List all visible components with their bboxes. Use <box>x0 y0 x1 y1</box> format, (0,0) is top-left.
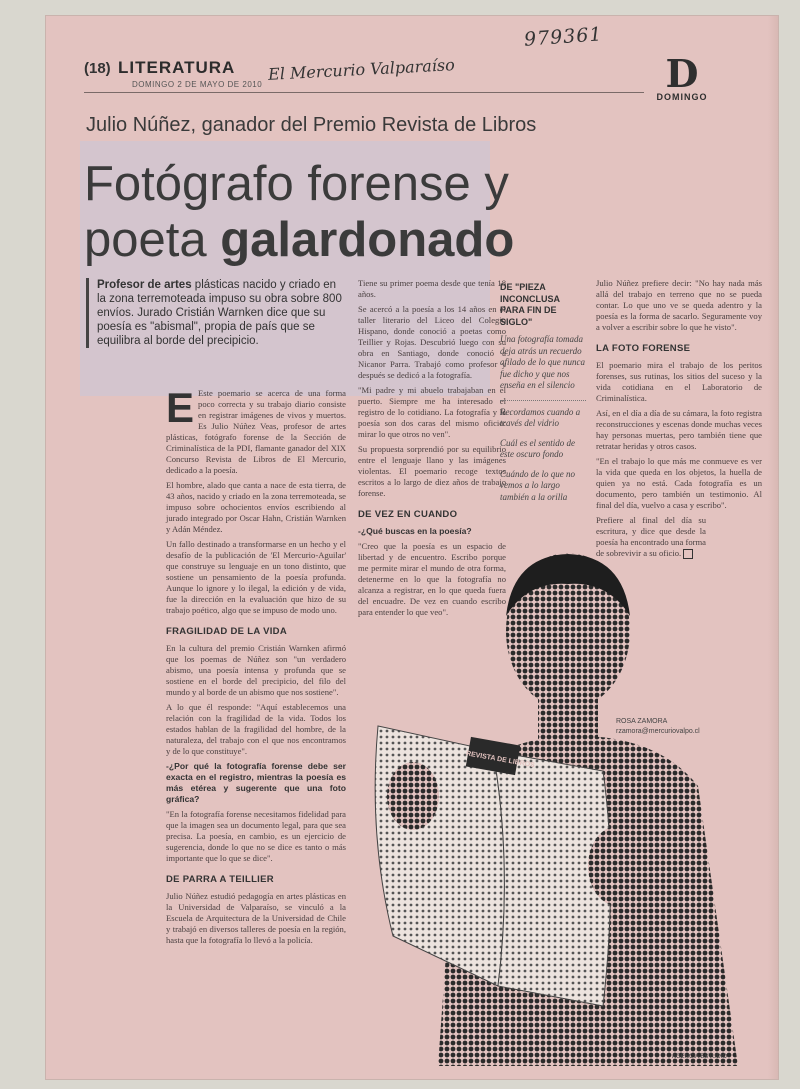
paper-edge <box>768 16 778 1079</box>
body-paragraph: "Creo que la poesía es un espacio de libertad y de encuentro. Escribo porque me permite mirar el mundo de otra forma, detenerme en lo que la fotografía no alcanza a registrar, en lo que queda fuera del encuadre. De vez en cuando escribo para entender lo que veo". <box>358 541 506 617</box>
photo-caption-email: rzamora@mercuriovalpo.cl <box>616 728 700 735</box>
body-paragraph: Así, en el día a día de su cámara, la foto registra reconstrucciones y escenas donde muchas veces hay personas muertas, pero también tiene que retratar heridas y otros casos. <box>596 408 762 451</box>
body-paragraph: "En el trabajo lo que más me conmueve es ver la vida que queda en los objetos, la huella de quien ya no está. Cada fotografía es un documento, pero también un testimonio. Al final del día, vuelvo a casa y escribo". <box>596 456 762 510</box>
photo-credit: AGENCIA ESTUDIO <box>672 1054 728 1060</box>
portrait-photo <box>318 536 748 1066</box>
poem-stanza: Recordamos cuando a través del vidrio <box>500 406 581 428</box>
section-title: LITERATURA <box>118 58 236 77</box>
body-paragraph: El poemario mira el trabajo de los peritos forenses, sus rutinas, los sitios del suceso y la vida cotidiana en el Laboratorio de Criminalística. <box>596 360 762 403</box>
newspaper-page <box>46 16 778 1079</box>
page-number: (18) <box>84 60 111 77</box>
subheading-parra-teillier: DE PARRA A TEILLIER <box>166 874 274 885</box>
body-paragraph: "Mi padre y mi abuelo trabajaban en el puerto. Siempre me ha interesado el registro de lo cotidiano. La fotografía y la poesía son dos caras del mismo oficio: mirar lo que otros no ven". <box>358 385 506 439</box>
right-hand <box>588 826 648 906</box>
interview-question: -¿Qué buscas en la poesía? <box>358 526 472 536</box>
column-4 <box>596 278 762 563</box>
poem-sidebar <box>500 282 586 511</box>
handwritten-source-note: El Mercurio Valparaíso <box>267 55 456 84</box>
body-paragraph: Un fallo destinado a transformarse en un hecho y el desafío de la publicación de 'El Mercurio-Aguilar' que construye su lenguaje en un tono distinto, que sostiene un pensamiento de la poesía profunda. Aunque lo ignore y lo ilegal, la edición y de vida, fue la dirección en la evaluación que hizo de su trabajo poético, algo que se impuso de modo uno. <box>166 539 346 615</box>
headline-bold-word: galardonado <box>220 213 515 267</box>
handwritten-archive-number: 979361 <box>523 23 604 51</box>
logo-text: DOMINGO <box>656 92 708 102</box>
photo-caption-name: ROSA ZAMORA <box>616 718 668 725</box>
poem-stanza: Cuándo de lo que no vemos a lo largo también a la orilla <box>500 468 575 502</box>
headline-line-2: poeta <box>84 213 221 267</box>
body-paragraph: A lo que él responde: "Aquí establecemos una relación con la fragilidad de la vida. Todos los estados hablan de la fragilidad del hombre, de la naturaleza, del trabajo con el que nos encontramos y de lo que constituye". <box>166 702 346 756</box>
left-hand <box>387 762 439 830</box>
magazine-masthead-text: REVISTA DE LIBROS <box>465 750 536 770</box>
body-paragraph: Julio Núñez estudió pedagogía en artes plásticas en la Universidad de Valparaíso, se vinculó a la Escuela de Arquitectura de la Universidad de Chile y trabajó en diversos talleres de poesía en la región, hasta que la fotografía lo llevó a la policía. <box>166 891 346 945</box>
kicker: Julio Núñez, ganador del Premio Revista de Libros <box>86 114 537 136</box>
interview-question: -¿Por qué la fotografía forense debe ser exacta en el registro, mientras la poesía es más etérea y sugerente que una foto gráfica? <box>166 761 346 804</box>
drop-cap: E <box>166 384 195 431</box>
lead-bold: Profesor de artes <box>97 279 192 291</box>
body-paragraph: Se acercó a la poesía a los 14 años en el taller literario del Liceo del Colegio Hispano, donde conoció a poetas como Teillier y Rojas. Descubrió luego con su obra en Santiago, donde conoció a Nicanor Parra. Trabajó como profesor y después se dedicó a la fotografía. <box>358 304 506 380</box>
lead-text: plásticas nacido y criado en la zona terremoteada impuso su obra sobre 800 envíos. Jurado Cristián Warnken dice que su poesía es "abismal", propia de país que se equilibra al borde del precipicio. <box>97 279 342 347</box>
body-paragraph: Julio Núñez prefiere decir: "No hay nada más allá del trabajo en terreno que no se pueda contar. Lo que uno ve se queda adentro y la poesía es la forma de sacarlo. Seguramente voy a volver a escribir sobre lo que he visto". <box>596 278 762 332</box>
body-paragraph: Tiene su primer poema desde que tenía 18 años. <box>358 278 506 299</box>
headline <box>84 156 554 268</box>
headline-line-1: Fotógrafo forense y <box>84 157 509 211</box>
body-paragraph: En la cultura del premio Cristián Warnken afirmó que los poemas de Núñez son "un verdadero abismo, una poesía intensa y profunda que se sostiene en el borde del precipicio, del filo del mundo y al borde de un abismo que nos sostiene". <box>166 643 346 697</box>
body-paragraph: Prefiere al final del día su escritura, y dice que desde la poesía ha encontrado una forma de sobrevivir a su oficio. <box>596 515 706 558</box>
divider <box>500 400 586 401</box>
logo-letter: D <box>665 51 699 96</box>
poem-stanza: Cuál es el sentido de este oscuro fondo <box>500 437 575 459</box>
subheading-de-vez-en-cuando: DE VEZ EN CUANDO <box>358 509 458 520</box>
header-rule <box>84 92 644 93</box>
dateline: DOMINGO 2 DE MAYO DE 2010 <box>132 80 263 89</box>
domingo-logo <box>652 51 712 102</box>
sidebar-title: DE "PIEZA INCONCLUSA PARA FIN DE SIGLO" <box>500 282 560 327</box>
subheading-foto-forense: LA FOTO FORENSE <box>596 343 691 354</box>
poem-stanza: Una fotografía tomada deja atrás un recuerdo afilado de lo que nunca fue dicho y que nos enseña en el silencio <box>500 334 585 390</box>
body-paragraph: "En la fotografía forense necesitamos fidelidad para que la imagen sea un documento legal, para que sea precisa. La poesía, en cambio, es un ejercicio de sugerencia, donde lo que no se dice es tanto o más importante que lo que se dice". <box>166 809 346 863</box>
body-paragraph: Su propuesta sorprendió por su equilibrio entre el lenguaje llano y las imágenes violentas. El poemario recoge textos escritos a lo largo de diez años de trabajo forense. <box>358 444 506 498</box>
body-paragraph: El hombre, alado que canta a nace de esta tierra, de 43 años, nacido y criado en la zona terremoteada, se impuso sobre ochocientos envíos escribiendo al jurado integrado por Oscar Hahn, Cristián Warnken y Adán Méndez. <box>166 480 346 534</box>
lead-paragraph <box>86 278 347 348</box>
subheading-fragilidad: FRAGILIDAD DE LA VIDA <box>166 626 288 637</box>
body-paragraph: Este poemario se acerca de una forma poco correcta y su trabajo diario consiste en registrar imágenes de vivos y muertos. Es Julio Núñez Veas, profesor de artes plásticas, fotógrafo forense de la Sección de Criminalística de la PDI, flamante ganador del XIX Concurso Revista de Libros de El Mercurio, dedicado a la poesía. <box>166 388 346 475</box>
